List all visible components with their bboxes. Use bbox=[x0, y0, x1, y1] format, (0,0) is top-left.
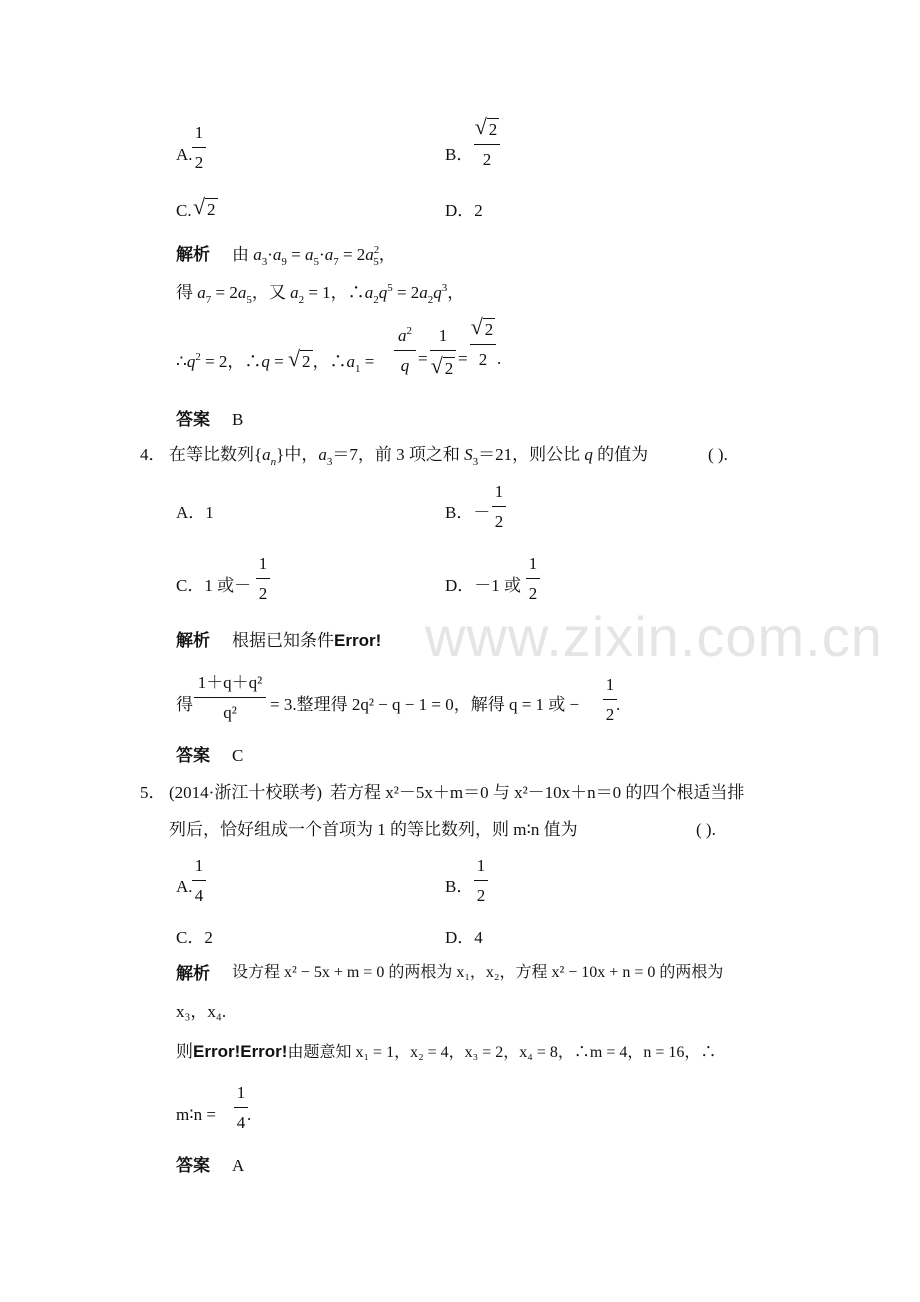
option-a-label: A. bbox=[176, 877, 193, 896]
watermark: www.zixin.com.cn bbox=[425, 605, 883, 668]
analysis-line-3: $\therefore q^2 = 2$，∴q = √ 2 ，$\therefore a_1$ = bbox=[176, 346, 375, 375]
option-b-fraction: 1 2 bbox=[492, 483, 506, 530]
analysis-line-3: 则Error!Error!由题意知 x₁ = 1，x₂ = 4，x₃ = 2，x₄ = 8，∴m = 4，n = 16，∴ bbox=[176, 1042, 717, 1061]
option-a-fraction: 1 2 bbox=[192, 124, 206, 171]
option-c-sqrt: √ 2 bbox=[193, 194, 216, 219]
analysis-line-2: 得 $a_7 = 2a_5$，又 $a_2 = 1$，$\therefore a_2q^5 = 2a_2q^3$， bbox=[176, 282, 465, 306]
option-c-label: C. bbox=[176, 201, 192, 220]
option-b-label: B． bbox=[445, 145, 474, 164]
analysis-line-2-prefix: 得 bbox=[176, 695, 193, 714]
analysis-label: 解析 bbox=[176, 964, 210, 983]
option-d: D．2 bbox=[445, 201, 483, 220]
answer-paren: ( ). bbox=[696, 820, 716, 839]
answer-value: C bbox=[232, 746, 244, 765]
option-b-fraction: √ 2 2 bbox=[474, 118, 500, 168]
question-stem-line-2: 列后，恰好组成一个首项为 1 的等比数列，则 m∶n 值为 bbox=[169, 820, 578, 839]
option-c-fraction: 1 2 bbox=[256, 555, 270, 602]
analysis-line-4: m∶n = bbox=[176, 1105, 216, 1124]
option-a-fraction: 1 4 bbox=[192, 857, 206, 904]
analysis-line-4-fraction: 1 4 bbox=[234, 1084, 248, 1131]
analysis-fraction-2: 1 √ 2 bbox=[430, 327, 456, 377]
option-d: D．4 bbox=[445, 928, 483, 947]
analysis-line-2-fraction: 1 2 bbox=[603, 676, 617, 723]
option-b-label: B． bbox=[445, 877, 474, 896]
option-d-fraction: 1 2 bbox=[526, 555, 540, 602]
option-a-label: A. bbox=[176, 145, 193, 164]
question-source: (2014·浙江十校联考) bbox=[169, 783, 322, 802]
option-c-label: C．1 或－ bbox=[176, 576, 252, 595]
answer-value: A bbox=[232, 1156, 245, 1175]
answer-label: 答案 bbox=[176, 410, 210, 429]
answer-label: 答案 bbox=[176, 1156, 210, 1175]
option-a: A．1 bbox=[176, 503, 214, 522]
answer-label: 答案 bbox=[176, 746, 210, 765]
option-b-label: B．－ bbox=[445, 503, 491, 522]
analysis-fraction-1: $a^2$ q bbox=[394, 327, 416, 374]
analysis-line-1: 根据已知条件Error! bbox=[232, 631, 382, 650]
answer-value: B bbox=[232, 410, 244, 429]
analysis-fraction-3: √ 2 2 bbox=[470, 318, 496, 368]
analysis-line-1: 由 $a_3\cdot a_9 = a_5\cdot a_7 = 2a^2_5$， bbox=[232, 244, 396, 268]
analysis-line-2: = 3.整理得 2q² − q − 1 = 0，解得 q = 1 或 − bbox=[270, 695, 580, 714]
analysis-line-1: 设方程 x² − 5x + m = 0 的两根为 x₁，x₂，方程 x² − 10x + n = 0 的两根为 bbox=[232, 964, 724, 981]
analysis-fraction: 1＋q＋q² q² bbox=[194, 674, 266, 721]
answer-paren: ( ). bbox=[708, 445, 728, 464]
option-c: C．2 bbox=[176, 928, 213, 947]
option-d-label: D．－1 或 bbox=[445, 576, 522, 595]
analysis-line-2: x₃，x₄. bbox=[176, 1002, 227, 1021]
question-number: 5． bbox=[140, 783, 166, 802]
option-b-fraction: 1 2 bbox=[474, 857, 488, 904]
question-stem-line-1: 若方程 x²－5x＋m＝0 与 x²－10x＋n＝0 的四个根适当排 bbox=[330, 783, 745, 802]
analysis-label: 解析 bbox=[176, 245, 210, 264]
analysis-label: 解析 bbox=[176, 631, 210, 650]
question-number: 4． bbox=[140, 445, 166, 464]
question-stem: 在等比数列$\{a_n\}$中，$a_3=7$，前 3 项之和 $S_3=21$，则公比 q 的值为 bbox=[169, 445, 649, 468]
